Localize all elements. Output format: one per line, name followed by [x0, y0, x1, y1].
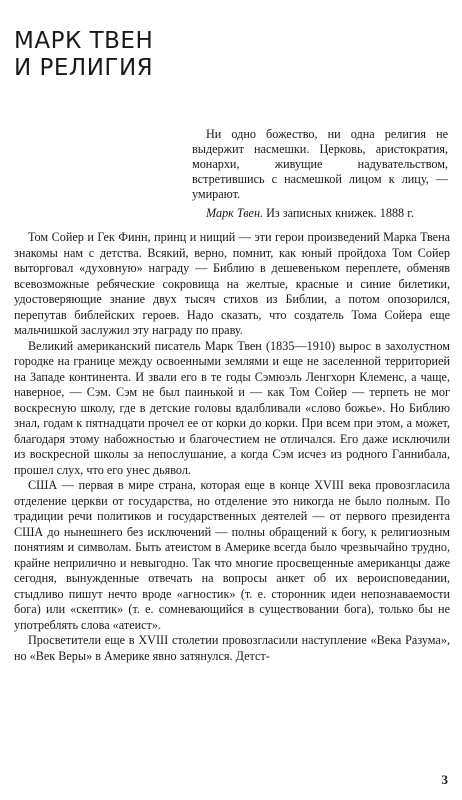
epigraph-attribution	[192, 206, 448, 221]
paragraph-4: Просветители еще в XVIII столетии провозгласили наступление «Века Разума», но «Век Веры» в Америке явно затянулся. Детст-	[14, 633, 450, 663]
paragraph-3: США — первая в мире страна, которая еще в конце XVIII века провозгласила отделение церкви от государства, но отделение это никогда не было полным. По традиции речи политиков и государственных деятелей — от первого президента США до нынешнего без исключений — полны обращений к богу, к религиозным понятиям и символам. Быть атеистом в Америке всегда было чрезвычайно трудно, крайне неприлично и невыгодно. Так что многие просвещенные американцы даже сегодня, вынужденные отвечать на вопросы анкет об их вероисповедании, стыдливо пишут нечто вроде «агностик» (т. е. сторонник идеи непознаваемости бога) или «скептик» (т. е. сомневающийся в существовании бога), только бы не употреблять слова «атеист».	[14, 478, 450, 632]
epigraph-author: Марк Твен.	[206, 206, 264, 220]
chapter-title-line-1: МАРК ТВЕН	[14, 28, 154, 54]
paragraph-1: Том Сойер и Гек Финн, принц и нищий — эти герои произведений Марка Твена знакомы нам с детства. Всякий, верно, помнит, как юный пройдоха Том Сойер выторговал «духовную» награду — Библию в дешевеньком переплете, обменяв всевозможные ребяческие сокровища на желтые, красные и синие билетики, удостоверяющие знание двух тысяч стихов из Библии, а потом опозорился, перепутав библейских героев. Надо сказать, что создатель Тома Сойера еще мальчишкой заслужил эту награду по праву.	[14, 230, 450, 337]
epigraph-source: Из записных книжек. 1888 г.	[266, 206, 414, 220]
chapter-title	[14, 28, 153, 82]
epigraph-quote: Ни одно божество, ни одна религия не выдержит насмешки. Церковь, аристократия, монархи, живущие надувательством, встретившись с насмешкой лицом к лицу, — умирают.	[192, 127, 448, 201]
page-number: 3	[441, 772, 448, 787]
epigraph	[192, 127, 448, 221]
body-text	[14, 230, 450, 664]
chapter-title-line-2: И РЕЛИГИЯ	[14, 55, 154, 81]
paragraph-2: Великий американский писатель Марк Твен (1835—1910) вырос в захолустном городке на границе между освоенными землями и еще не заселенной территорией на Западе континента. И звали его в те годы Сэмюэль Ленгхорн Клеменс, а чаще, наверное, — Сэм. Сэм не был паинькой и — как Том Сойер — терпеть не мог воскресную школу, где в детские головы вдалбливали «слово божье». Но Библию знал, годам к пятнадцати прочел ее от корки до корки. При всем при этом, а может, благодаря этому набожностью и благочестием не отличался. Его даже исключили из воскресной школы за непослушание, а когда Сэм исчез из родного Ганнибала, прошел слух, что его унес дьявол.	[14, 338, 450, 477]
